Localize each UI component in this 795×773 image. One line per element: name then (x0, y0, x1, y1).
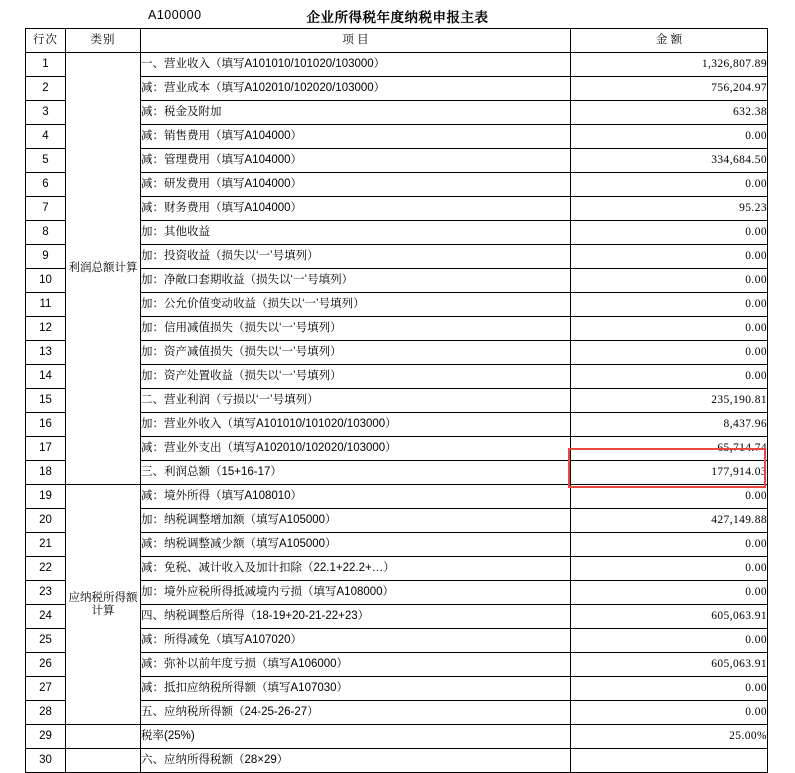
row-number-cell: 15 (26, 389, 66, 413)
item-label-cell: 减：财务费用（填写A104000） (141, 197, 571, 221)
table-body (26, 53, 768, 773)
row-number-cell: 13 (26, 341, 66, 365)
row-number-cell: 11 (26, 293, 66, 317)
table-row (26, 749, 768, 773)
row-number-cell: 25 (26, 629, 66, 653)
row-number-cell: 22 (26, 557, 66, 581)
item-label-cell: 加：信用减值损失（损失以‘一’号填列） (141, 317, 571, 341)
row-number-cell: 2 (26, 77, 66, 101)
row-number-cell: 12 (26, 317, 66, 341)
row-number-cell: 21 (26, 533, 66, 557)
row-number-cell: 24 (26, 605, 66, 629)
page-title: 企业所得税年度纳税申报主表 (306, 10, 489, 25)
row-number-cell: 1 (26, 53, 66, 77)
item-label-cell: 减：境外所得（填写A108010） (141, 485, 571, 509)
row-number-cell: 6 (26, 173, 66, 197)
form-code: A100000 (148, 8, 202, 22)
item-label-cell: 税率(25%) (141, 725, 571, 749)
amount-cell[interactable]: 334,684.50 (571, 149, 768, 173)
amount-cell[interactable]: 0.00 (571, 701, 768, 725)
row-number-cell: 3 (26, 101, 66, 125)
item-label-cell: 减：所得减免（填写A107020） (141, 629, 571, 653)
amount-cell[interactable]: 0.00 (571, 533, 768, 557)
item-label-cell: 减：纳税调整减少额（填写A105000） (141, 533, 571, 557)
column-header-amount: 金 额 (571, 29, 768, 53)
item-label-cell: 加：境外应税所得抵减境内亏损（填写A108000） (141, 581, 571, 605)
amount-cell[interactable]: 8,437.96 (571, 413, 768, 437)
row-number-cell: 10 (26, 269, 66, 293)
row-number-cell: 16 (26, 413, 66, 437)
amount-cell[interactable]: 0.00 (571, 485, 768, 509)
amount-cell[interactable]: 605,063.91 (571, 653, 768, 677)
document-header (0, 0, 795, 28)
item-label-cell: 加：营业外收入（填写A101010/101020/103000） (141, 413, 571, 437)
item-label-cell: 减：免税、减计收入及加计扣除（22.1+22.2+…） (141, 557, 571, 581)
row-number-cell: 8 (26, 221, 66, 245)
row-number-cell: 23 (26, 581, 66, 605)
item-label-cell: 六、应纳所得税额（28×29） (141, 749, 571, 773)
item-label-cell: 四、纳税调整后所得（18-19+20-21-22+23） (141, 605, 571, 629)
amount-cell[interactable]: 0.00 (571, 365, 768, 389)
item-label-cell: 加：投资收益（损失以‘一’号填列） (141, 245, 571, 269)
item-label-cell: 减：抵扣应纳税所得额（填写A107030） (141, 677, 571, 701)
amount-cell[interactable]: 632.38 (571, 101, 768, 125)
row-number-cell: 14 (26, 365, 66, 389)
item-label-cell: 减：研发费用（填写A104000） (141, 173, 571, 197)
row-number-cell: 7 (26, 197, 66, 221)
item-label-cell: 减：营业成本（填写A102010/102020/103000） (141, 77, 571, 101)
column-header-category: 类别 (66, 29, 141, 53)
item-label-cell: 加：公允价值变动收益（损失以‘一’号填列） (141, 293, 571, 317)
category-cell: 应纳税所得额计算 (66, 485, 141, 725)
item-label-cell: 减：税金及附加 (141, 101, 571, 125)
category-cell (66, 749, 141, 773)
row-number-cell: 5 (26, 149, 66, 173)
amount-cell[interactable]: 1,326,807.89 (571, 53, 768, 77)
table-header-row (26, 29, 768, 53)
amount-cell[interactable]: 65,714.74 (571, 437, 768, 461)
item-label-cell: 加：其他收益 (141, 221, 571, 245)
column-header-row-no: 行次 (26, 29, 66, 53)
row-number-cell: 27 (26, 677, 66, 701)
item-label-cell: 加：净敞口套期收益（损失以‘一’号填列） (141, 269, 571, 293)
tax-return-table (25, 28, 768, 773)
row-number-cell: 30 (26, 749, 66, 773)
amount-cell[interactable]: 235,190.81 (571, 389, 768, 413)
item-label-cell: 减：销售费用（填写A104000） (141, 125, 571, 149)
amount-cell[interactable]: 0.00 (571, 245, 768, 269)
column-header-item: 项 目 (141, 29, 571, 53)
amount-cell[interactable]: 605,063.91 (571, 605, 768, 629)
row-number-cell: 28 (26, 701, 66, 725)
item-label-cell: 二、营业利润（亏损以‘一’号填列） (141, 389, 571, 413)
amount-cell[interactable]: 0.00 (571, 221, 768, 245)
amount-cell[interactable]: 0.00 (571, 629, 768, 653)
item-label-cell: 三、利润总额（15+16-17） (141, 461, 571, 485)
item-label-cell: 五、应纳税所得额（24-25-26-27） (141, 701, 571, 725)
category-cell: 利润总额计算 (66, 53, 141, 485)
row-number-cell: 17 (26, 437, 66, 461)
table-row (26, 725, 768, 749)
amount-cell[interactable]: 0.00 (571, 581, 768, 605)
amount-cell[interactable]: 177,914.03 (571, 461, 768, 485)
amount-cell[interactable]: 25.00% (571, 725, 768, 749)
amount-cell[interactable]: 0.00 (571, 125, 768, 149)
row-number-cell: 20 (26, 509, 66, 533)
amount-cell[interactable]: 0.00 (571, 677, 768, 701)
item-label-cell: 减：弥补以前年度亏损（填写A106000） (141, 653, 571, 677)
amount-cell[interactable]: 0.00 (571, 173, 768, 197)
item-label-cell: 加：纳税调整增加额（填写A105000） (141, 509, 571, 533)
row-number-cell: 19 (26, 485, 66, 509)
amount-cell[interactable] (571, 749, 768, 773)
amount-cell[interactable]: 0.00 (571, 317, 768, 341)
amount-cell[interactable]: 0.00 (571, 557, 768, 581)
amount-cell[interactable]: 0.00 (571, 269, 768, 293)
category-cell (66, 725, 141, 749)
row-number-cell: 9 (26, 245, 66, 269)
amount-cell[interactable]: 756,204.97 (571, 77, 768, 101)
item-label-cell: 一、营业收入（填写A101010/101020/103000） (141, 53, 571, 77)
item-label-cell: 加：资产处置收益（损失以‘一’号填列） (141, 365, 571, 389)
item-label-cell: 加：资产减值损失（损失以‘一’号填列） (141, 341, 571, 365)
table-row (26, 53, 768, 77)
row-number-cell: 18 (26, 461, 66, 485)
amount-cell[interactable]: 0.00 (571, 341, 768, 365)
row-number-cell: 29 (26, 725, 66, 749)
amount-cell[interactable]: 95.23 (571, 197, 768, 221)
amount-cell[interactable]: 427,149.88 (571, 509, 768, 533)
table-row (26, 485, 768, 509)
row-number-cell: 26 (26, 653, 66, 677)
item-label-cell: 减：营业外支出（填写A102010/102020/103000） (141, 437, 571, 461)
item-label-cell: 减：管理费用（填写A104000） (141, 149, 571, 173)
amount-cell[interactable]: 0.00 (571, 293, 768, 317)
row-number-cell: 4 (26, 125, 66, 149)
